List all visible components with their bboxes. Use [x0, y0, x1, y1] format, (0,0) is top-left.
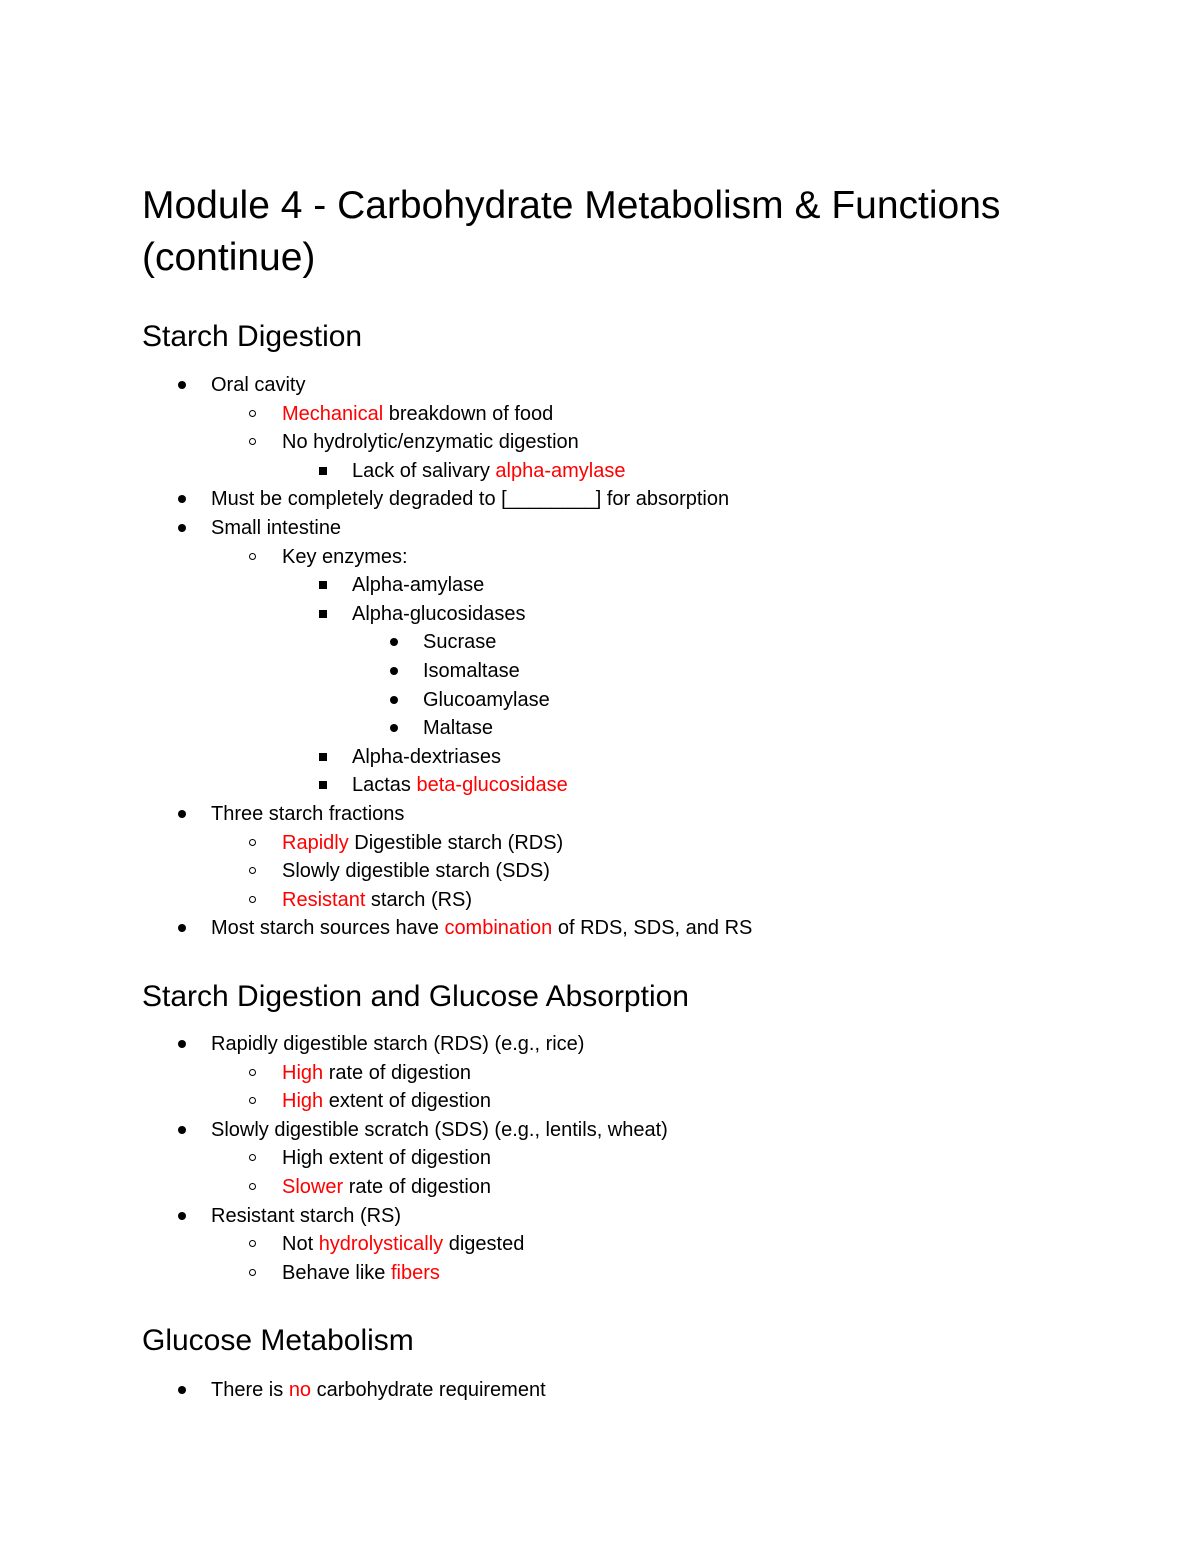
list-item: [352, 600, 525, 628]
bullet-disc-icon: [178, 1126, 186, 1134]
list-item: [211, 1202, 401, 1230]
list-item: [423, 657, 520, 685]
list-item: [211, 371, 305, 399]
bullet-circle-icon: [249, 1154, 256, 1161]
item-text: No hydrolytic/enzymatic digestion: [282, 431, 579, 454]
item-text: Slowly digestible starch (SDS): [282, 860, 550, 883]
item-text: Three starch fractions: [211, 803, 405, 825]
highlighted-term: beta-glucosidase: [416, 774, 568, 797]
item-text: Not: [282, 1233, 319, 1256]
item-text: rate of digestion: [343, 1176, 492, 1198]
bullet-circle-icon: [249, 1269, 256, 1276]
bullet-disc-icon: [390, 696, 398, 704]
item-text: Must be completely degraded to [________] for absorption: [211, 488, 730, 511]
list-item: [352, 743, 501, 771]
bullet-disc-icon: [390, 667, 398, 675]
highlighted-term: no: [288, 1379, 312, 1401]
list-item: [211, 485, 729, 513]
highlighted-term: combination: [444, 917, 553, 940]
bullet-circle-icon: [249, 438, 256, 445]
list-item: [282, 1230, 524, 1258]
list-item: [282, 1087, 491, 1115]
section-heading: Glucose Metabolism: [142, 1324, 414, 1357]
item-text: Alpha-glucosidases: [352, 602, 526, 625]
item-text: There is: [211, 1379, 289, 1401]
item-text: Glucoamylase: [423, 688, 550, 711]
item-text: Rapidly digestible starch (RDS) (e.g., rice): [211, 1033, 585, 1055]
bullet-circle-icon: [249, 553, 256, 560]
bullet-circle-icon: [249, 1183, 256, 1190]
highlighted-term: hydrolystically: [318, 1233, 444, 1256]
highlighted-term: Slower: [282, 1176, 344, 1198]
list-item: [282, 543, 408, 571]
item-text: breakdown of food: [383, 402, 554, 425]
list-item: [352, 771, 568, 799]
bullet-circle-icon: [249, 867, 256, 874]
item-text: High extent of digestion: [282, 1147, 492, 1170]
item-text: starch (RS): [365, 888, 473, 911]
bullet-circle-icon: [249, 410, 256, 417]
list-item: [211, 1116, 668, 1144]
highlighted-term: alpha-amylase: [495, 459, 626, 482]
bullet-disc-icon: [178, 1212, 186, 1220]
item-text: Lactas: [352, 774, 417, 797]
item-text: rate of digestion: [323, 1061, 472, 1084]
list-item: [423, 714, 493, 742]
bullet-circle-icon: [249, 896, 256, 903]
bullet-disc-icon: [178, 524, 186, 532]
item-text: Most starch sources have: [211, 917, 445, 940]
item-text: Maltase: [423, 717, 494, 740]
item-text: Behave like: [282, 1261, 391, 1284]
list-item: [352, 457, 625, 485]
item-text: carbohydrate requirement: [311, 1379, 546, 1401]
bullet-circle-icon: [249, 1069, 256, 1076]
item-text: Oral cavity: [211, 374, 306, 396]
list-item: [211, 1030, 584, 1058]
bullet-disc-icon: [390, 724, 398, 732]
item-text: Key enzymes:: [282, 545, 408, 568]
list-item: [211, 800, 404, 828]
item-text: of RDS, SDS, and RS: [552, 917, 753, 940]
bullet-square-icon: [319, 610, 327, 618]
item-text: Slowly digestible scratch (SDS) (e.g., lentils, wheat): [211, 1118, 668, 1141]
bullet-square-icon: [319, 781, 327, 789]
highlighted-term: fibers: [390, 1261, 440, 1284]
list-item: [282, 886, 472, 914]
list-item: [211, 514, 341, 542]
item-text: Digestible starch (RDS): [348, 831, 564, 854]
list-item: [211, 914, 752, 942]
item-text: Small intestine: [211, 517, 342, 539]
bullet-square-icon: [319, 467, 327, 475]
item-text: Alpha-dextriases: [352, 745, 501, 768]
bullet-disc-icon: [178, 381, 186, 389]
item-text: Sucrase: [423, 631, 497, 654]
bullet-disc-icon: [178, 810, 186, 818]
item-text: extent of digestion: [323, 1090, 492, 1113]
list-item: [282, 829, 563, 857]
bullet-circle-icon: [249, 839, 256, 846]
highlighted-term: High: [282, 1061, 324, 1084]
item-text: Alpha-amylase: [352, 574, 485, 597]
bullet-circle-icon: [249, 1240, 256, 1247]
bullet-disc-icon: [390, 638, 398, 646]
bullet-disc-icon: [178, 924, 186, 932]
bullet-circle-icon: [249, 1097, 256, 1104]
list-item: [423, 628, 496, 656]
item-text: Resistant starch (RS): [211, 1204, 402, 1227]
bullet-disc-icon: [178, 495, 186, 503]
highlighted-term: Resistant: [282, 888, 366, 911]
list-item: [282, 857, 550, 885]
list-item: [282, 400, 553, 428]
list-item: [211, 1376, 546, 1404]
bullet-square-icon: [319, 581, 327, 589]
list-item: [282, 428, 579, 456]
item-text: Isomaltase: [423, 660, 520, 682]
list-item: [423, 686, 550, 714]
list-item: [282, 1173, 491, 1201]
section-heading: Starch Digestion: [142, 320, 363, 353]
bullet-disc-icon: [178, 1040, 186, 1048]
highlighted-term: High: [282, 1090, 324, 1113]
list-item: [352, 571, 484, 599]
item-text: Lack of salivary: [352, 459, 496, 482]
document-title: Module 4 - Carbohydrate Metabolism & Functions (continue): [142, 184, 1001, 279]
item-text: digested: [443, 1233, 525, 1256]
bullet-disc-icon: [178, 1386, 186, 1394]
section-heading: Starch Digestion and Glucose Absorption: [142, 980, 689, 1013]
list-item: [282, 1259, 440, 1287]
highlighted-term: Rapidly: [282, 831, 349, 854]
highlighted-term: Mechanical: [282, 402, 384, 425]
bullet-square-icon: [319, 753, 327, 761]
list-item: [282, 1144, 491, 1172]
list-item: [282, 1059, 471, 1087]
